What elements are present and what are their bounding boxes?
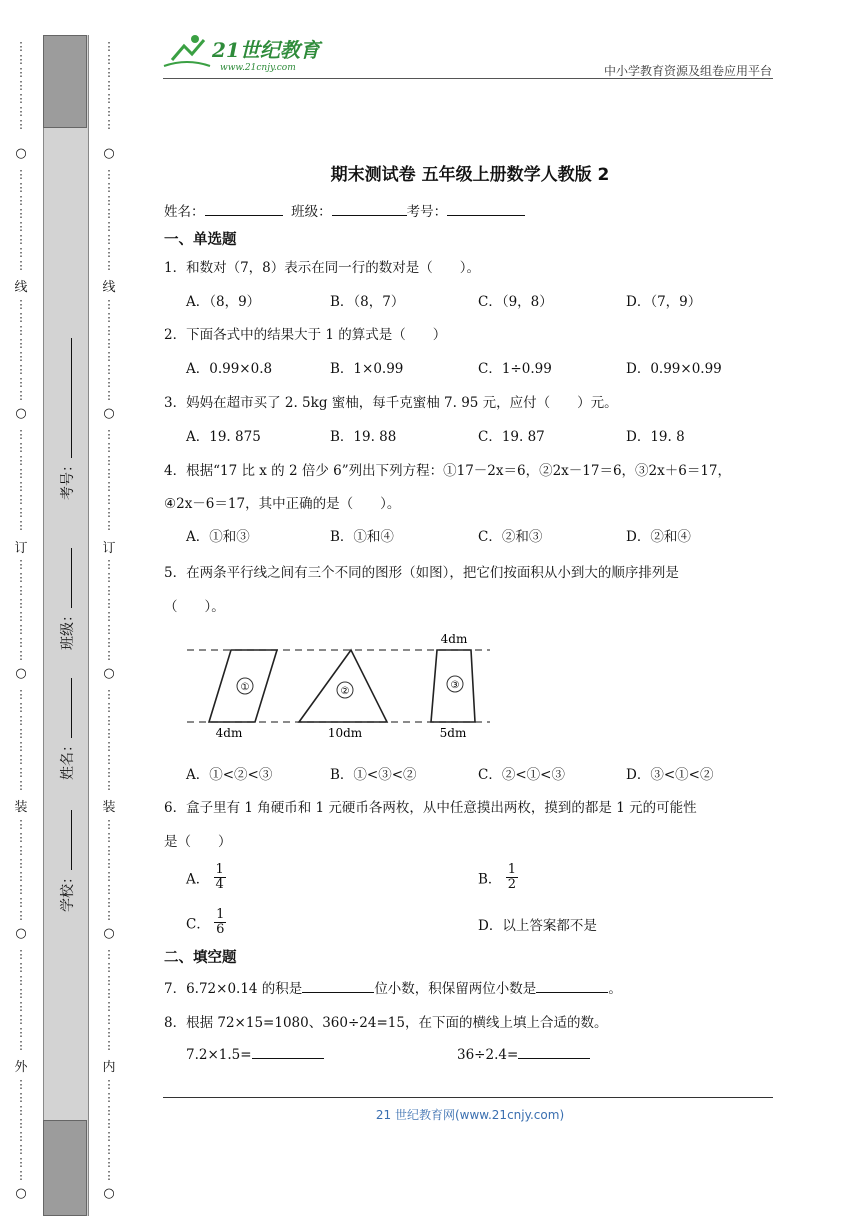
shape2-base-label: 10dm [327,726,363,740]
section-single-choice: 一、单选题 [164,232,237,248]
outer-circle-2: ○ [15,406,27,421]
inner-dot-column-6: ⋮ ⋮ ⋮ ⋮ ⋮ ⋮ ⋮ ⋮ [103,688,115,792]
outer-circle-1: ○ [15,146,27,161]
inner-dot-column-3: ⋮ ⋮ ⋮ ⋮ ⋮ ⋮ ⋮ ⋮ [103,298,115,402]
q4-option-a[interactable]: A．①和③ [186,529,250,545]
binding-strip-top [43,35,87,128]
shape3-base-label: 5dm [439,726,467,740]
q6-option-c[interactable]: C． $\frac{1}{6}$ [186,907,225,937]
q4-stem-line2: ④2x－6＝17，其中正确的是（ ）。 [164,496,401,512]
shape2-number: ② [340,686,350,697]
q4-option-b[interactable]: B．①和④ [330,529,394,545]
q2-option-b[interactable]: B．1×0.99 [330,361,404,377]
inner-circle-5: ○ [103,1186,115,1201]
footer-divider [163,1097,773,1098]
inner-circle-4: ○ [103,926,115,941]
fraction-one-sixth: $\frac{1}{6}$ [216,907,225,937]
q1-option-c[interactable]: C．（9，8） [478,294,553,310]
outer-dot-column-2: ⋮ ⋮ ⋮ ⋮ ⋮ ⋮ ⋮ ⋮ [15,168,27,272]
inner-dot-column-5: ⋮ ⋮ ⋮ ⋮ ⋮ ⋮ ⋮ ⋮ [103,558,115,662]
fraction-one-quarter: $\frac{1}{4}$ [215,862,224,892]
q1-option-d[interactable]: D．（7，9） [626,294,702,310]
site-tagline: 中小学教育资源及组卷应用平台 [603,64,772,78]
q8-expression-1: 7.2×1.5= [186,1045,324,1063]
q7-blank-2[interactable] [536,979,608,993]
q2-option-d[interactable]: D．0.99×0.99 [626,361,722,377]
q5-stem-line1: 5．在两条平行线之间有三个不同的图形（如图），把它们按面积从小到大的顺序排列是 [164,565,679,581]
binding-strip-bottom [43,1120,87,1216]
q3-option-d[interactable]: D．19. 8 [626,429,685,445]
outer-dot-column-1: ⋮ ⋮ ⋮ ⋮ ⋮ ⋮ ⋮ [15,40,27,131]
inner-char-ding: 订 [102,541,116,556]
q7-blank-1[interactable] [302,979,374,993]
outer-dot-column-8: ⋮ ⋮ ⋮ ⋮ ⋮ ⋮ ⋮ ⋮ [15,948,27,1052]
outer-circle-3: ○ [15,666,27,681]
inner-dot-column-9: ⋮ ⋮ ⋮ ⋮ ⋮ ⋮ ⋮ ⋮ [103,1078,115,1182]
q2-stem: 2．下面各式中的结果大于 1 的算式是（ ） [164,327,447,343]
q6-option-a[interactable]: A． $\frac{1}{4}$ [186,862,224,892]
outer-char-zhuang: 装 [14,800,28,815]
q3-option-a[interactable]: A．19. 875 [186,429,261,445]
inner-dot-column-1: ⋮ ⋮ ⋮ ⋮ ⋮ ⋮ ⋮ [103,40,115,131]
outer-dot-column-9: ⋮ ⋮ ⋮ ⋮ ⋮ ⋮ ⋮ ⋮ [15,1078,27,1182]
q3-option-b[interactable]: B．19. 88 [330,429,397,445]
shape1-number: ① [240,682,250,693]
runner-icon [172,40,204,60]
inner-dot-column-7: ⋮ ⋮ ⋮ ⋮ ⋮ ⋮ ⋮ ⋮ [103,818,115,922]
q5-option-a[interactable]: A．①<②<③ [186,767,273,783]
outer-dot-column-5: ⋮ ⋮ ⋮ ⋮ ⋮ ⋮ ⋮ ⋮ [15,558,27,662]
outer-dot-column-6: ⋮ ⋮ ⋮ ⋮ ⋮ ⋮ ⋮ ⋮ [15,688,27,792]
q8-expression-2: 36÷2.4= [457,1045,590,1063]
outer-char-xian: 线 [14,280,28,295]
q8-blank-1[interactable] [252,1045,324,1059]
outer-dot-column-3: ⋮ ⋮ ⋮ ⋮ ⋮ ⋮ ⋮ ⋮ [15,298,27,402]
footer-site[interactable]: 21 世纪教育网(www.21cnjy.com) [375,1108,565,1122]
q1-option-b[interactable]: B．（8，7） [330,294,405,310]
q7-stem: 7．6.72×0.14 的积是 位小数，积保留两位小数是 。 [164,981,622,997]
shape1-base-label: 4dm [215,726,243,740]
section-fill-blank: 二、填空题 [164,950,237,966]
outer-circle-4: ○ [15,926,27,941]
q6-stem-line2: 是（ ） [164,834,232,850]
q2-option-c[interactable]: C．1÷0.99 [478,361,552,377]
binding-banji: 班级： [57,548,77,650]
outer-char-wai: 外 [14,1060,28,1075]
q3-option-c[interactable]: C．19. 87 [478,429,545,445]
q5-option-c[interactable]: C．②<①<③ [478,767,565,783]
logo-url: www.21cnjy.com [220,63,296,73]
student-info-line: 姓名： 班级： 考号： [164,200,525,220]
inner-char-xian: 线 [102,280,116,295]
page-title: 期末测试卷 五年级上册数学人教版 2 [330,165,610,185]
shape3-number: ③ [450,680,460,691]
inner-dot-column-2: ⋮ ⋮ ⋮ ⋮ ⋮ ⋮ ⋮ ⋮ [103,168,115,272]
logo-text: 21世纪教育 [212,38,320,62]
binding-xingming: 姓名： [57,678,77,780]
q6-stem-line1: 6．盒子里有 1 角硬币和 1 元硬币各两枚，从中任意摸出两枚，摸到的都是 1 元的可能性 [164,800,697,816]
inner-dot-column-4: ⋮ ⋮ ⋮ ⋮ ⋮ ⋮ ⋮ ⋮ [103,428,115,532]
outer-dot-column-7: ⋮ ⋮ ⋮ ⋮ ⋮ ⋮ ⋮ ⋮ [15,818,27,922]
q2-option-a[interactable]: A．0.99×0.8 [186,361,273,377]
inner-circle-2: ○ [103,406,115,421]
q1-option-a[interactable]: A．（8，9） [186,294,261,310]
inner-char-nei: 内 [102,1060,116,1075]
binding-kaohao: 考号： [57,338,77,500]
q4-option-c[interactable]: C．②和③ [478,529,543,545]
q8-stem: 8．根据 72×15=1080、360÷24=15，在下面的横线上填上合适的数。 [164,1015,608,1031]
outer-dot-column-4: ⋮ ⋮ ⋮ ⋮ ⋮ ⋮ ⋮ ⋮ [15,428,27,532]
q1-stem: 1．和数对（7，8）表示在同一行的数对是（ ）。 [164,260,481,276]
q6-option-d[interactable]: D．以上答案都不是 [478,918,597,934]
q5-option-b[interactable]: B．①<③<② [330,767,417,783]
q5-figure [185,630,495,742]
q3-stem: 3．妈妈在超市买了 2. 5kg 蜜柚，每千克蜜柚 7. 95 元，应付（ ）元。 [164,395,618,411]
q8-blank-2[interactable] [518,1045,590,1059]
inner-char-zhuang: 装 [102,800,116,815]
shape3-top-label: 4dm [440,632,468,646]
binding-xuexiao: 学校： [57,810,77,912]
q4-stem-line1: 4．根据“17 比 x 的 2 倍少 6”列出下列方程：①17－2x＝6，②2x－17＝6，③2x＋6＝17， [164,463,732,479]
header-divider [163,78,773,79]
q4-option-d[interactable]: D．②和④ [626,529,691,545]
inner-dot-column-8: ⋮ ⋮ ⋮ ⋮ ⋮ ⋮ ⋮ ⋮ [103,948,115,1052]
outer-char-ding: 订 [14,541,28,556]
q5-stem-line2: （ ）。 [164,599,225,615]
fraction-one-half: $\frac{1}{2}$ [507,862,516,892]
q5-option-d[interactable]: D．③<①<② [626,767,714,783]
site-logo [162,30,362,74]
outer-circle-5: ○ [15,1186,27,1201]
inner-circle-1: ○ [103,146,115,161]
q6-option-b[interactable]: B． $\frac{1}{2}$ [478,862,516,892]
inner-circle-3: ○ [103,666,115,681]
